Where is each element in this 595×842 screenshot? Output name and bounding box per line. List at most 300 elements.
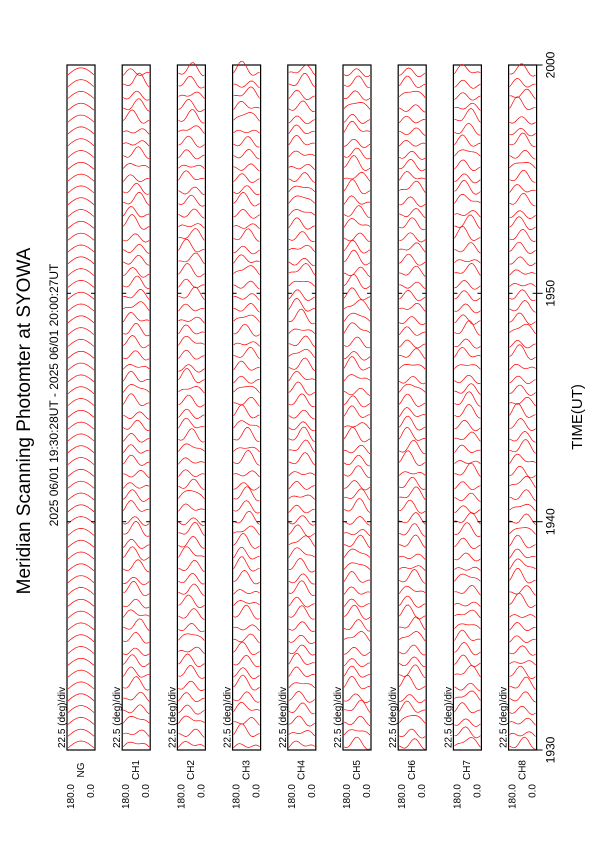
- scan-trace: [454, 291, 480, 301]
- scan-trace: [178, 395, 204, 407]
- panels-group: [57, 61, 539, 809]
- scan-trace: [454, 80, 480, 88]
- scan-trace: [234, 557, 260, 571]
- scan-trace: [510, 128, 536, 136]
- scan-trace: [68, 528, 94, 535]
- scan-trace: [289, 336, 315, 347]
- scan-trace: [510, 313, 536, 324]
- scan-trace: [344, 730, 370, 735]
- scan-trace: [510, 211, 536, 219]
- y-tick-top: 180.0: [452, 784, 464, 810]
- x-tick-label: 1930: [543, 736, 558, 764]
- scan-trace: [399, 364, 425, 369]
- scan-trace: [234, 634, 260, 643]
- scan-trace: [510, 364, 536, 370]
- scan-trace: [289, 394, 315, 407]
- scan-trace: [178, 470, 204, 477]
- scan-trace: [178, 387, 204, 394]
- scan-trace: [510, 194, 536, 206]
- scan-trace: [344, 406, 370, 418]
- scale-label: 22.5 (deg)/div: [333, 686, 344, 748]
- scan-trace: [454, 624, 480, 629]
- scan-trace: [454, 523, 480, 537]
- channel-label: CH3: [241, 759, 253, 781]
- chart-body: [14, 51, 586, 809]
- scan-trace: [123, 483, 149, 489]
- scan-trace: [178, 681, 204, 690]
- scan-trace: [510, 162, 536, 168]
- scan-trace: [344, 535, 370, 548]
- scan-trace: [289, 125, 315, 134]
- scan-trace: [234, 112, 260, 121]
- scan-trace: [399, 282, 425, 289]
- scan-trace: [234, 487, 260, 501]
- scan-trace: [68, 635, 94, 642]
- scan-trace: [178, 491, 204, 499]
- scan-trace: [178, 304, 204, 311]
- scan-trace: [178, 693, 204, 702]
- scale-label: 22.5 (deg)/div: [57, 686, 68, 748]
- scan-trace: [344, 102, 370, 109]
- scan-trace: [123, 323, 149, 336]
- scan-trace: [510, 622, 536, 630]
- scan-trace: [454, 103, 480, 111]
- scan-trace: [510, 117, 536, 124]
- scan-trace: [234, 547, 260, 559]
- scan-trace: [234, 186, 260, 195]
- scale-label: 22.5 (deg)/div: [443, 686, 455, 748]
- scan-trace: [344, 91, 370, 100]
- panel-ch4: [278, 65, 318, 809]
- scan-trace: [234, 526, 260, 535]
- scan-trace: [454, 243, 480, 254]
- scan-trace: [344, 517, 370, 526]
- scan-trace: [510, 283, 536, 286]
- scan-trace: [344, 300, 370, 311]
- scan-trace: [344, 233, 370, 242]
- channel-label: CH8: [517, 759, 529, 781]
- scan-trace: [178, 429, 204, 442]
- scan-trace: [234, 421, 260, 429]
- scan-trace: [399, 197, 425, 207]
- scan-trace: [289, 667, 315, 677]
- scan-trace: [344, 172, 370, 181]
- scan-trace: [123, 351, 149, 360]
- scan-trace: [454, 260, 480, 263]
- y-tick-top: 180.0: [286, 784, 298, 810]
- scan-trace: [234, 702, 260, 711]
- scan-trace: [178, 595, 204, 608]
- scan-trace: [399, 384, 425, 392]
- scan-trace: [68, 280, 94, 287]
- scan-trace: [68, 552, 94, 559]
- scan-trace: [344, 427, 370, 442]
- scan-trace: [289, 635, 315, 643]
- scan-trace: [399, 451, 425, 466]
- scan-trace: [178, 409, 204, 418]
- scan-trace: [454, 683, 480, 691]
- scale-label: 22.5 (deg)/div: [112, 686, 124, 748]
- scan-trace: [68, 623, 94, 630]
- scan-trace: [510, 257, 536, 266]
- panel-ch2: [167, 63, 207, 809]
- scan-trace: [510, 559, 536, 569]
- scan-trace: [454, 263, 480, 275]
- scan-trace: [454, 315, 480, 324]
- scan-trace: [344, 423, 370, 430]
- y-tick-top: 180.0: [176, 784, 188, 810]
- scan-trace: [510, 636, 536, 643]
- y-tick-bottom: 0.0: [141, 784, 153, 798]
- scan-trace: [234, 428, 260, 442]
- scan-trace: [289, 382, 315, 395]
- scan-trace: [234, 397, 260, 406]
- y-tick-bottom: 0.0: [86, 784, 97, 798]
- scan-trace: [123, 412, 149, 420]
- scan-trace: [510, 242, 536, 253]
- scan-trace: [399, 675, 425, 689]
- scan-trace: [510, 403, 536, 417]
- scan-trace: [68, 316, 94, 323]
- scan-trace: [68, 670, 94, 677]
- x-axis-title: TIME(UT): [569, 384, 586, 450]
- scan-trace: [289, 440, 315, 453]
- scan-trace: [399, 472, 425, 476]
- y-tick-top: 180.0: [231, 784, 243, 810]
- scan-trace: [289, 495, 315, 500]
- scan-trace: [123, 335, 149, 348]
- scan-trace: [123, 730, 149, 737]
- scan-trace: [68, 717, 94, 724]
- scan-trace: [510, 661, 536, 665]
- scan-trace: [510, 490, 536, 501]
- scan-trace: [510, 666, 536, 679]
- scan-trace: [123, 648, 149, 655]
- scan-trace: [68, 304, 94, 311]
- time-range-header: 2025 06/01 19:30:28UT - 2025 06/01 20:00:27UT: [47, 263, 61, 527]
- scan-trace: [123, 692, 149, 701]
- scan-trace: [344, 716, 370, 726]
- scan-trace: [399, 266, 425, 276]
- scan-trace: [454, 420, 480, 431]
- scan-trace: [234, 101, 260, 109]
- scan-trace: [454, 538, 480, 548]
- scan-trace: [234, 149, 260, 159]
- scan-trace: [510, 217, 536, 230]
- scan-trace: [123, 394, 149, 406]
- scan-trace: [234, 605, 260, 619]
- scan-trace: [454, 493, 480, 502]
- scan-trace: [123, 539, 149, 548]
- scan-trace: [178, 716, 204, 724]
- scan-trace: [454, 445, 480, 453]
- scan-trace: [344, 240, 370, 253]
- scan-trace: [178, 171, 204, 181]
- scan-trace: [399, 500, 425, 513]
- scan-trace: [289, 209, 315, 215]
- scan-trace: [399, 440, 425, 454]
- scan-trace: [178, 623, 204, 631]
- scan-trace: [234, 87, 260, 98]
- scan-trace: [234, 511, 260, 524]
- scan-trace: [234, 281, 260, 289]
- x-tick-label: 2000: [543, 51, 558, 79]
- scan-trace: [289, 151, 315, 157]
- scan-trace: [178, 504, 204, 512]
- scan-trace: [234, 315, 260, 322]
- scan-trace: [399, 513, 425, 525]
- scan-trace: [454, 226, 480, 240]
- y-tick-bottom: 0.0: [362, 784, 373, 798]
- scan-trace: [123, 490, 149, 502]
- scan-trace: [178, 369, 204, 383]
- scan-trace: [178, 584, 204, 596]
- scan-trace: [68, 269, 94, 276]
- scan-trace: [344, 620, 370, 632]
- scan-trace: [68, 257, 94, 264]
- scan-trace: [344, 455, 370, 466]
- scan-trace: [68, 351, 94, 358]
- scan-trace: [399, 394, 425, 406]
- scan-trace: [123, 245, 149, 254]
- scan-trace: [68, 387, 94, 394]
- scan-trace: [454, 150, 480, 156]
- scan-trace: [178, 444, 204, 452]
- scan-trace: [454, 703, 480, 713]
- scan-trace: [178, 418, 204, 428]
- scan-trace: [234, 347, 260, 359]
- y-tick-bottom: 0.0: [472, 784, 484, 798]
- scan-trace: [178, 195, 204, 206]
- scan-trace: [123, 234, 149, 242]
- scan-trace: [510, 345, 536, 360]
- scan-trace: [344, 605, 370, 619]
- scan-trace: [234, 303, 260, 312]
- y-tick-top: 180.0: [507, 784, 519, 810]
- scan-trace: [178, 325, 204, 334]
- scan-trace: [178, 634, 204, 641]
- panel-ch1: [112, 65, 152, 809]
- scan-trace: [123, 69, 149, 76]
- scan-trace: [510, 397, 536, 406]
- scan-trace: [68, 127, 94, 134]
- scan-trace: [234, 668, 260, 679]
- scan-trace: [234, 386, 260, 393]
- scan-trace: [123, 445, 149, 454]
- scale-label: 22.5 (deg)/div: [167, 686, 179, 748]
- scan-trace: [68, 339, 94, 346]
- scan-trace: [454, 375, 480, 384]
- scan-trace: [399, 715, 425, 723]
- scan-trace: [68, 682, 94, 689]
- scan-trace: [68, 658, 94, 665]
- x-axis: [537, 51, 558, 763]
- channel-label: CH4: [296, 759, 308, 781]
- scan-trace: [344, 647, 370, 655]
- scan-trace: [234, 130, 260, 133]
- scan-trace: [344, 659, 370, 667]
- scan-trace: [510, 514, 536, 525]
- scan-trace: [123, 164, 149, 169]
- scan-trace: [289, 472, 315, 476]
- scale-label: 22.5 (deg)/div: [222, 686, 234, 748]
- scan-trace: [399, 377, 425, 384]
- scan-trace: [289, 525, 315, 537]
- scan-trace: [234, 361, 260, 370]
- scan-trace: [454, 194, 480, 203]
- scan-trace: [510, 229, 536, 241]
- scan-trace: [68, 493, 94, 500]
- panel-frame: [67, 65, 95, 750]
- scan-trace: [344, 631, 370, 641]
- scan-trace: [399, 586, 425, 594]
- scan-trace: [123, 129, 149, 135]
- panel-frame: [177, 65, 205, 750]
- scan-trace: [510, 431, 536, 442]
- scan-trace: [289, 422, 315, 431]
- channel-label: CH6: [407, 759, 418, 781]
- scan-trace: [178, 654, 204, 667]
- scan-trace: [454, 135, 480, 146]
- scan-trace: [123, 289, 149, 299]
- scan-trace: [454, 215, 480, 229]
- scale-label: 22.5 (deg)/div: [388, 686, 400, 748]
- y-tick-top: 180.0: [66, 784, 77, 810]
- scan-trace: [510, 301, 536, 313]
- scan-trace: [178, 350, 204, 359]
- scan-trace: [399, 91, 425, 97]
- scan-trace: [399, 327, 425, 336]
- scan-trace: [399, 535, 425, 548]
- scan-trace: [454, 392, 480, 407]
- scan-trace: [510, 706, 536, 714]
- scan-trace: [178, 209, 204, 218]
- scan-trace: [123, 742, 149, 747]
- scan-trace: [123, 471, 149, 478]
- scan-trace: [399, 76, 425, 87]
- scan-trace: [454, 160, 480, 171]
- scan-trace: [454, 642, 480, 655]
- scan-trace: [344, 499, 370, 513]
- scan-trace: [454, 281, 480, 290]
- scan-trace: [454, 719, 480, 727]
- scan-trace: [234, 675, 260, 690]
- scan-trace: [234, 81, 260, 88]
- scan-trace: [68, 410, 94, 417]
- scan-trace: [68, 741, 94, 748]
- scan-trace: [178, 547, 204, 558]
- scan-trace: [178, 536, 204, 548]
- scan-trace: [178, 479, 204, 490]
- scan-trace: [178, 560, 204, 572]
- scan-trace: [510, 535, 536, 548]
- scan-trace: [123, 677, 149, 691]
- scan-trace: [234, 642, 260, 655]
- scan-trace: [234, 405, 260, 418]
- scan-trace: [234, 724, 260, 737]
- scan-trace: [289, 101, 315, 112]
- scan-trace: [289, 574, 315, 584]
- scan-trace: [68, 517, 94, 524]
- scan-trace: [344, 196, 370, 205]
- scan-trace: [289, 453, 315, 466]
- scan-trace: [68, 328, 94, 335]
- scan-trace: [510, 692, 536, 702]
- scan-trace: [454, 738, 480, 748]
- scan-trace: [344, 139, 370, 147]
- x-tick-label: 1940: [543, 508, 558, 536]
- scan-trace: [123, 501, 149, 512]
- panel-ch3: [223, 61, 263, 809]
- scan-trace: [123, 433, 149, 442]
- scan-trace: [344, 121, 370, 132]
- scan-trace: [289, 349, 315, 357]
- scan-trace: [344, 219, 370, 228]
- scan-trace: [454, 463, 480, 477]
- scan-trace: [68, 80, 94, 87]
- scan-trace: [68, 103, 94, 110]
- scan-trace: [123, 632, 149, 643]
- scan-trace: [68, 540, 94, 547]
- scan-trace: [178, 279, 204, 288]
- scan-trace: [234, 590, 260, 595]
- scan-trace: [510, 133, 536, 147]
- scan-trace: [289, 548, 315, 558]
- scan-trace: [234, 625, 260, 631]
- scan-trace: [344, 180, 370, 194]
- scan-trace: [289, 290, 315, 301]
- scan-trace: [399, 408, 425, 417]
- scan-trace: [344, 563, 370, 570]
- panel-ch7: [443, 64, 483, 809]
- scan-trace: [68, 91, 94, 98]
- scan-trace: [68, 434, 94, 441]
- scan-trace: [399, 233, 425, 242]
- scan-trace: [234, 471, 260, 477]
- scan-trace: [68, 363, 94, 370]
- scan-trace: [234, 164, 260, 171]
- scan-trace: [123, 581, 149, 595]
- scan-trace: [510, 150, 536, 159]
- scan-trace: [68, 647, 94, 654]
- scan-trace: [344, 323, 370, 333]
- scan-trace: [454, 610, 480, 618]
- scan-trace: [399, 317, 425, 325]
- scan-trace: [68, 422, 94, 429]
- panel-frame: [453, 65, 481, 750]
- scan-trace: [510, 64, 536, 76]
- scan-trace: [510, 170, 536, 182]
- scan-trace: [344, 445, 370, 454]
- scan-trace: [510, 454, 536, 464]
- scan-trace: [454, 174, 480, 183]
- scan-trace: [344, 666, 370, 677]
- scan-trace: [399, 254, 425, 265]
- scan-trace: [289, 196, 315, 204]
- scan-trace: [289, 264, 315, 276]
- scan-trace: [234, 718, 260, 726]
- scan-trace: [123, 385, 149, 393]
- scan-trace: [399, 554, 425, 560]
- scan-trace: [289, 164, 315, 170]
- scan-trace: [289, 358, 315, 371]
- scan-trace: [123, 192, 149, 205]
- scan-trace: [234, 229, 260, 242]
- scan-trace: [399, 290, 425, 300]
- scan-trace: [454, 553, 480, 561]
- scan-trace: [454, 567, 480, 570]
- scan-trace: [234, 324, 260, 336]
